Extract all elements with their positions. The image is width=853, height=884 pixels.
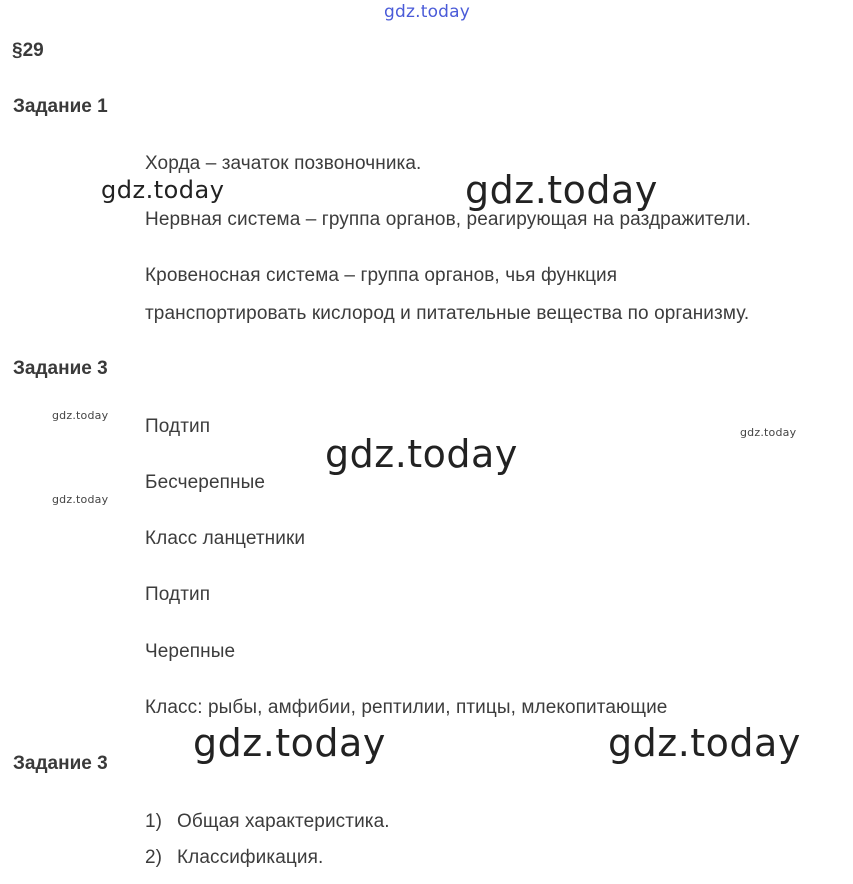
watermark-text: gdz.today — [52, 493, 109, 506]
watermark-text: gdz.today — [608, 721, 801, 765]
watermark-text: gdz.today — [52, 409, 109, 422]
watermark-text: gdz.today — [101, 176, 225, 204]
task3a-item: Класс ланцетники — [145, 528, 306, 549]
watermark-text: gdz.today — [465, 168, 658, 212]
task3a-item: Черепные — [145, 641, 236, 662]
task3a-item: Класс: рыбы, амфибии, рептилии, птицы, млекопитающие — [145, 697, 668, 718]
list-item — [145, 811, 390, 833]
header-watermark: gdz.today — [384, 2, 471, 22]
list-item-text: Общая характеристика. — [177, 811, 390, 832]
task3a-item: Бесчерепные — [145, 472, 266, 493]
task1-line: транспортировать кислород и питательные вещества по организму. — [145, 303, 750, 324]
list-item-text: Классификация. — [177, 847, 324, 868]
watermark-text: gdz.today — [740, 426, 797, 439]
watermark-text: gdz.today — [325, 432, 518, 476]
task3a-heading: Задание 3 — [13, 358, 108, 379]
list-item — [145, 847, 323, 869]
task1-line: Кровеносная система – группа органов, чья функция — [145, 265, 618, 286]
task3b-heading: Задание 3 — [13, 753, 108, 774]
task1-line: Хорда – зачаток позвоночника. — [145, 153, 422, 174]
section-title: §29 — [12, 40, 44, 61]
task3a-item: Подтип — [145, 584, 211, 605]
task1-heading: Задание 1 — [13, 96, 108, 117]
task1-line: Нервная система – группа органов, реагирующая на раздражители. — [145, 209, 751, 230]
list-item-number: 2) — [145, 847, 163, 868]
task3a-item: Подтип — [145, 416, 211, 437]
watermark-text: gdz.today — [193, 721, 386, 765]
list-item-number: 1) — [145, 811, 163, 832]
